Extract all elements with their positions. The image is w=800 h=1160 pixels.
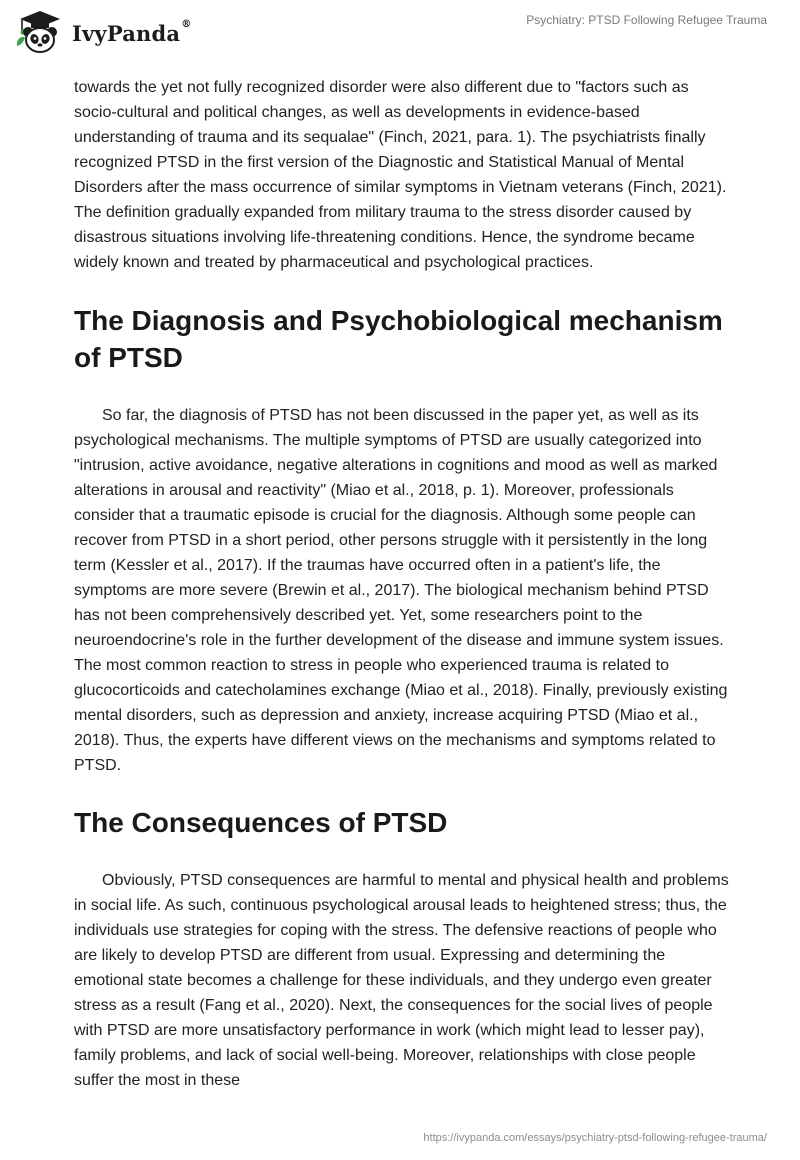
section-heading-consequences: The Consequences of PTSD bbox=[74, 807, 448, 838]
article-body bbox=[74, 75, 734, 1093]
registered-mark: ® bbox=[181, 18, 192, 30]
intro-paragraph: towards the yet not fully recognized disorder were also different due to "factors such as socio-cultural and political changes, as well as developments in evidence-based understanding of trauma and its sequalae" (Finch, 2021, para. 1). The psychiatrists finally recognized PTSD in the first version of the Diagnostic and Statistical Manual of Mental Disorders after the mass occurrence of similar symptoms in Vietnam veterans (Finch, 2021). The definition gradually expanded from military trauma to the stress disorder caused by disastrous situations involving life-threatening conditions. Hence, the syndrome became widely known and treated by pharmaceutical and psychological practices. bbox=[74, 79, 727, 271]
panda-mascot-icon bbox=[14, 8, 66, 56]
brand-name bbox=[72, 18, 192, 46]
section-paragraph-diagnosis: So far, the diagnosis of PTSD has not been discussed in the paper yet, as well as its psychological mechanisms. The multiple symptoms of PTSD are usually categorized into "intrusion, active avoidance, negative alterations in cognitions and mood as well as marked alterations in arousal and reactivity" (Miao et al., 2018, p. 1). Moreover, professionals consider that a traumatic episode is crucial for the diagnosis. Although some people can recover from PTSD in a short period, other persons struggle with it persistently in the long term (Kessler et al., 2017). If the traumas have occurred often in a patient's life, the symptoms are more severe (Brewin et al., 2017). The biological mechanism behind PTSD has not been comprehensively described yet. Yet, some researchers point to the neuroendocrine's role in the further development of the disease and immune system issues. The most common reaction to stress in people who experienced trauma is related to glucocorticoids and catecholamines exchange (Miao et al., 2018). Finally, previously existing mental disorders, such as depression and anxiety, increase acquiring PTSD (Miao et al., 2018). Thus, the experts have different views on the mechanisms and symptoms related to PTSD. bbox=[74, 407, 728, 774]
ivypanda-logo[interactable] bbox=[14, 8, 191, 56]
brand-label: IvyPanda bbox=[72, 20, 181, 46]
section-heading-diagnosis: The Diagnosis and Psychobiological mechanism of PTSD bbox=[74, 305, 723, 373]
section-paragraph-consequences: Obviously, PTSD consequences are harmful to mental and physical health and problems in social life. As such, continuous psychological arousal leads to heightened stress; thus, the individuals use strategies for coping with the stress. The defensive reactions of people who are likely to develop PTSD are different from usual. Expressing and determining the emotional state becomes a challenge for these individuals, and they undergo even greater stress as a result (Fang et al., 2020). Next, the consequences for the social lives of people with PTSD are more unsatisfactory performance in work (which might lead to lesser pay), family problems, and lack of social well-being. Moreover, relationships with close people suffer the most in these bbox=[74, 872, 729, 1089]
source-url-link[interactable]: https://ivypanda.com/essays/psychiatry-ptsd-following-refugee-trauma/ bbox=[423, 1132, 767, 1144]
document-title: Psychiatry: PTSD Following Refugee Trauma bbox=[526, 13, 767, 27]
page-header bbox=[0, 0, 800, 70]
